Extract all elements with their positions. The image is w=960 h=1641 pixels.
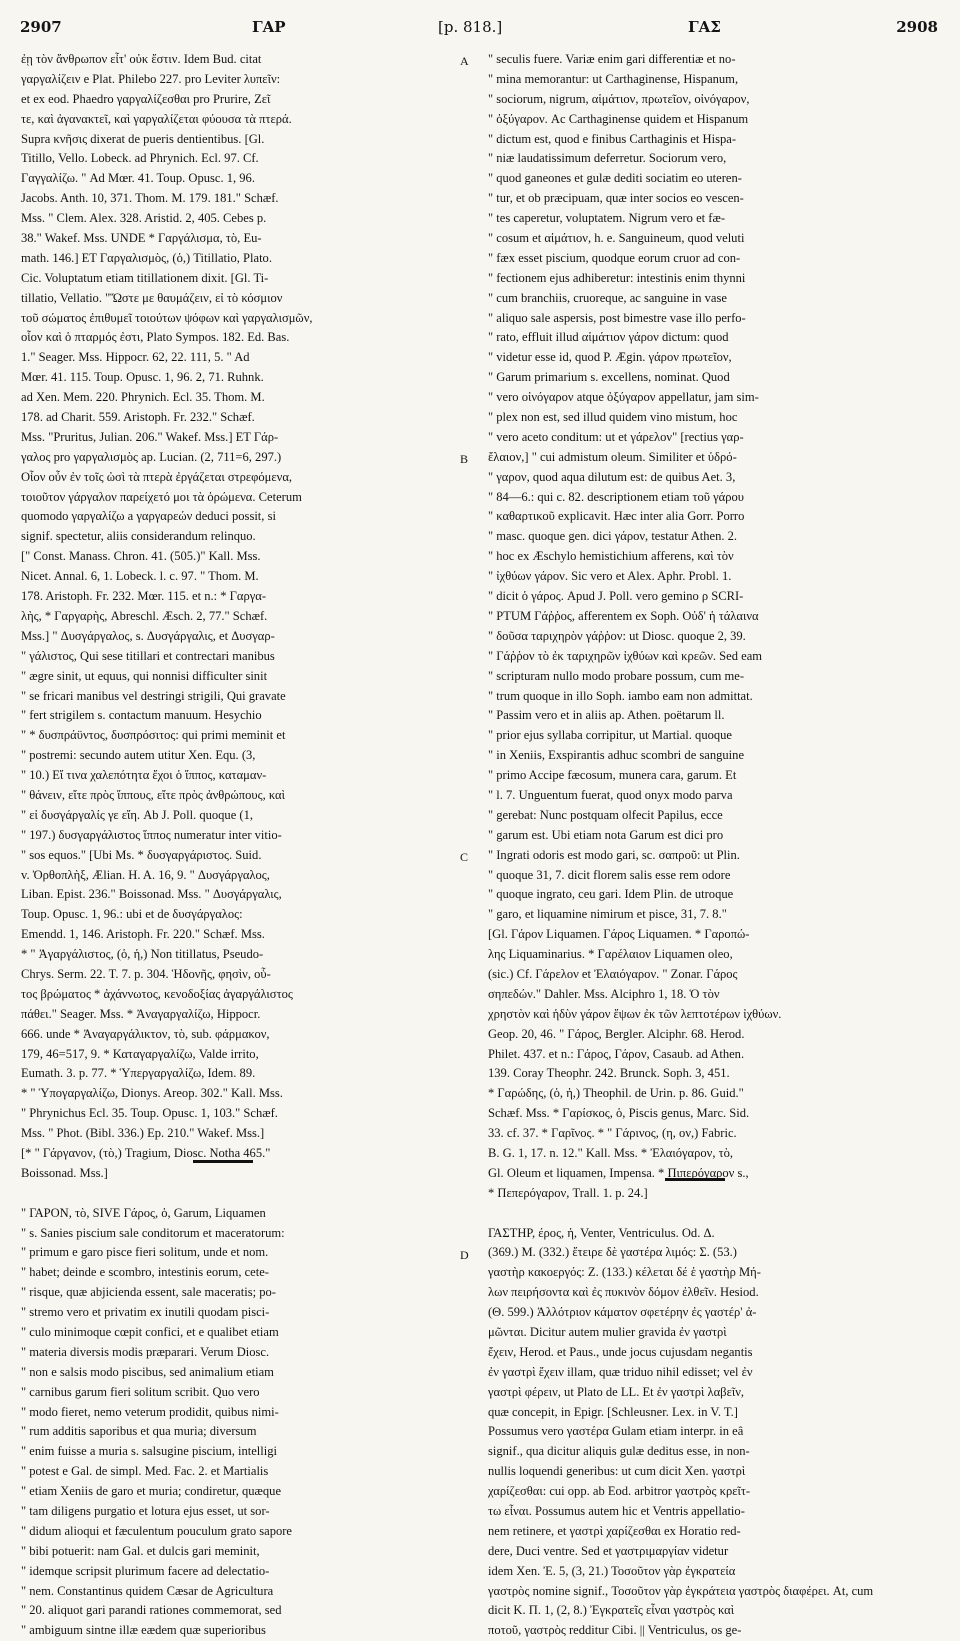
text-line: " quoque ingrato, ceu gari. Idem Plin. de utroque	[488, 887, 734, 902]
text-line: τοιοῦτον γάργαλον παρείχετό μοι τὰ ὁρώμενα. Ceterum	[21, 489, 302, 504]
text-line: Liban. Epist. 236." Boissonad. Mss. " Δυσγάργαλις,	[21, 887, 282, 902]
text-line: quæ concepit, in Epigr. [Schleusner. Lex. in V. T.]	[488, 1404, 738, 1419]
text-line	[21, 1184, 449, 1204]
text-line: " cum branchiis, cruoreque, ac sanguine in vase	[488, 290, 727, 305]
text-line: " 84—6.: qui c. 82. descriptionem etiam τοῦ γάρου	[488, 489, 744, 504]
text-line: ad Xen. Mem. 220. Phrynich. Ecl. 35. Thom. M.	[21, 390, 265, 405]
text-line: " ὀξύγαρον. Ac Carthaginense quidem et Hispanum	[488, 111, 749, 126]
text-line: " plex non est, sed illud quidem vino mistum, hoc	[488, 410, 738, 425]
text-line: (Θ. 599.) Ἀλλότριον κάματον σφετέρην ἐς γαστέρ' ἀ-	[488, 1305, 757, 1320]
text-line: " fert strigilem s. contactum manuum. Hesychio	[21, 708, 262, 723]
text-line: τοῦ σώματος ἐπιθυμεῖ τοιούτων ψόφων καὶ γαργαλισμῶν,	[21, 310, 313, 325]
text-line: " postremi: secundo autem utitur Xen. Equ. (3,	[21, 748, 256, 763]
text-line: " sociorum, nigrum, αἱμάτιον, πρωτεῖον, οἰνόγαρον,	[488, 91, 750, 106]
text-line	[488, 1204, 916, 1224]
text-line: " Phrynichus Ecl. 35. Toup. Opusc. 1, 103." Schæf.	[21, 1106, 278, 1121]
text-line: " videtur esse id, quod P. Ægin. γάρον πρωτεῖον,	[488, 350, 732, 365]
text-line: nem retinere, et γαστρὶ χαρίζεσθαι ex Horatio red-	[488, 1523, 741, 1538]
text-line: " vero οἰνόγαρον atque ὀξύγαρον appellatur, jam sim-	[488, 390, 759, 405]
text-line: " cosum et αἱμάτιον, h. e. Sanguineum, quod veluti	[488, 231, 745, 246]
text-line: " l. 7. Unguentum fuerat, quod onyx modo parva	[488, 787, 733, 802]
text-line: " prior ejus syllaba corripitur, ut Martial. quoque	[488, 728, 732, 743]
text-line: " hoc ex Æschylo hemistichium afferens, καὶ τὸν	[488, 549, 734, 564]
right-headword: ΓΑΣ	[688, 18, 721, 36]
text-line: Chrys. Serm. 22. T. 7. p. 304. Ἡδονῆς, φησὶν, οὗ-	[21, 966, 271, 981]
text-line: v. Ὀρθοπλὴξ, Ælian. H. A. 16, 9. " Δυσγάργαλος,	[21, 867, 270, 882]
text-line: 1." Seager. Mss. Hippocr. 62, 22. 111, 5. " Ad	[21, 350, 250, 365]
text-line: " εἰ δυσγάργαλίς γε εἴη. Ab J. Poll. quoque (1,	[21, 807, 253, 822]
text-line: " tes caperetur, voluptatem. Nigrum vero et fæ-	[488, 211, 726, 226]
text-line: ἔλαιον,] " cui admistum oleum. Similiter et ὑδρό-	[488, 449, 737, 464]
text-line: " enim fuisse a muria s. salsugine piscium, intelligi	[21, 1444, 278, 1459]
text-line: Mœr. 41. 115. Toup. Opusc. 1, 96. 2, 71. Ruhnk.	[21, 370, 264, 385]
text-line: ποτοῦ, γαστρὸς redditur Cibi. || Ventriculus, os ge-	[488, 1623, 742, 1638]
text-line: " modo fieret, nemo veterum prodidit, quibus nimi-	[21, 1404, 279, 1419]
left-headword: ΓΑΡ	[252, 18, 286, 36]
text-line: " quod ganeones et gulæ dediti sociatim eo uteren-	[488, 171, 742, 186]
text-line: signif., qua dicitur aliquis gulæ deditus esse, in non-	[488, 1444, 750, 1459]
text-line: σηπεδών." Dahler. Mss. Alciphro 1, 18. Ὁ τὸν	[488, 986, 720, 1001]
text-line: ἔχειν, Herod. et Paus., unde jocus cujusdam negantis	[488, 1344, 753, 1359]
left-text-column	[21, 50, 449, 1641]
text-line: Geop. 20, 46. " Γάρος, Bergler. Alciphr. 68. Herod.	[488, 1026, 745, 1041]
text-line: Boissonad. Mss.]	[21, 1165, 108, 1180]
text-line: " potest e Gal. de simpl. Med. Fac. 2. et Martialis	[21, 1464, 269, 1479]
text-line: " masc. quoque gen. dici γάρον, testatur Athen. 2.	[488, 529, 738, 544]
text-line: " garo, et liquamine nimirum et pisce, 31, 7. 8."	[488, 907, 727, 922]
text-line: " fectionem ejus adhiberetur: intestinis enim thynni	[488, 270, 746, 285]
text-line: quomodo γαργαλίζω a γαργαρεών deduci possit, si	[21, 509, 276, 524]
text-line: χαρίζεσθαι: cui opp. ab Eod. arbitror γαστρὸς κρεῖτ-	[488, 1484, 751, 1499]
margin-letter-a: A	[460, 54, 469, 68]
text-line: 33. cf. 37. * Γαρῖνος. * " Γάρινος, (η, ον,) Fabric.	[488, 1126, 737, 1141]
text-line: " tur, et ob præcipuam, quæ inter socios eo vescen-	[488, 191, 744, 206]
text-line: Supra κνῆσις dixerat de pueris dentientibus. [Gl.	[21, 131, 265, 146]
text-line: " Garum primarium s. excellens, nominat. Quod	[488, 370, 730, 385]
text-line: γαστὴρ κακοεργός: Ζ. (133.) κέλεται δέ ἑ γαστὴρ Μή-	[488, 1265, 761, 1280]
text-line: math. 146.] ET Γαργαλισμὸς, (ὁ,) Titillatio, Plato.	[21, 250, 272, 265]
right-text-column	[488, 50, 916, 1641]
text-line: " 197.) δυσγαργάλιστος ἵππος numeratur inter vitio-	[21, 827, 282, 842]
text-line: (sic.) Cf. Γάρελον et Ἐλαιόγαρον. " Zonar. Γάρος	[488, 966, 738, 981]
text-line: " Passim vero et in aliis ap. Athen. poëtarum ll.	[488, 708, 725, 723]
text-line: Mss.] " Δυσγάργαλος, s. Δυσγάργαλις, et Δυσγαρ-	[21, 628, 275, 643]
text-line: " mina memorantur: ut Carthaginense, Hispanum,	[488, 71, 739, 86]
text-line: " dictum est, quod e finibus Carthaginis et Hispa-	[488, 131, 737, 146]
text-line: " γάλιστος, Qui sese titillari et contrectari manibus	[21, 648, 275, 663]
text-line: " ΓΑΡΟΝ, τὸ, SIVE Γάρος, ὁ, Garum, Liquamen	[21, 1205, 266, 1220]
text-line: ἐν γαστρὶ ἔχειν illam, quæ triduo nihil edisset; vel ἐν	[488, 1364, 753, 1379]
text-line: [* " Γάργανον, (τὸ,) Tragium, Diosc. Notha 465."	[21, 1145, 271, 1160]
text-line: " 10.) Εἴ τινα χαλεπότητα ἔχοι ὁ ἵππος, καταμαν-	[21, 768, 267, 783]
text-line: " aliquo sale aspersis, post bimestre vase illo perfo-	[488, 310, 746, 325]
text-line: " bibi potuerit: nam Gal. et dulcis gari meminit,	[21, 1543, 260, 1558]
text-line: " rum additis saporibus et qua muria; diversum	[21, 1424, 257, 1439]
text-line: γαστρὶ φέρειν, ut Plato de LL. Et ἐν γαστρὶ λαβεῖν,	[488, 1384, 745, 1399]
page-reference: [p. 818.]	[438, 18, 503, 36]
text-line: " culo minimoque cœpit confici, et e qualibet etiam	[21, 1325, 279, 1339]
text-line: Γαγγαλίζω. " Ad Mœr. 41. Toup. Opusc. 1, 96.	[21, 171, 255, 186]
text-line: Possumus vero γαστέρα Gulam etiam interpr. in eâ	[488, 1424, 744, 1439]
text-line: idem Xen. Ἐ. 5, (3, 21.) Τοσοῦτον γὰρ ἐγκρατεία	[488, 1563, 736, 1578]
text-line: " δοῦσα ταριχηρὸν γάῤῥον: ut Diosc. quoque 2, 39.	[488, 628, 746, 643]
text-line: " gerebat: Nunc postquam olfecit Papilus, ecce	[488, 807, 723, 822]
text-line: " carnibus garum fieri solitum scribit. Quo vero	[21, 1384, 260, 1399]
text-line: " dicit ὁ γάρος. Apud J. Poll. vero gemino ρ SCRI-	[488, 589, 744, 604]
text-line: " θάνειν, εἴτε πρὸς ἵππους, εἴτε πρὸς ἀνθρώπους, καὶ	[21, 787, 286, 802]
text-line: 179, 46=517, 9. * Καταγαργαλίζω, Valde irrito,	[21, 1046, 259, 1061]
text-line: γαλος pro γαργαλισμὸς ap. Lucian. (2, 711=6, 297.)	[21, 449, 282, 464]
text-line: dicit Κ. Π. 1, (2, 8.) Ἐγκρατεῖς εἶναι γαστρὸς καὶ	[488, 1603, 735, 1618]
page-header	[20, 8, 938, 42]
text-line: οἷον καὶ ὁ πταρμός ἐστι, Plato Sympos. 182. Ed. Bas.	[21, 330, 290, 345]
text-line: " stremo vero et privatim ex inutili quodam pisci-	[21, 1305, 270, 1320]
text-line: Gl. Oleum et liquamen, Impensa. * Πιπερόγαρον s.,	[488, 1165, 749, 1180]
text-line: [Gl. Γάρον Liquamen. Γάρος Liquamen. * Γαροπώ-	[488, 927, 750, 942]
text-line: " habet; deinde e scombro, intestinis eorum, cete-	[21, 1265, 269, 1280]
text-line: τε, καὶ ἀγανακτεῖ, καὶ γαργαλίζεται φύουσα τὰ πτερά.	[21, 111, 292, 126]
text-line: " ἰχθύων γάρον. Sic vero et Alex. Aphr. Probl. 1.	[488, 569, 732, 584]
text-line: " ægre sinit, ut equus, qui nonnisi difficulter sinit	[21, 668, 268, 683]
text-line: dere, Duci ventre. Sed et γαστριμαργίαν videtur	[488, 1543, 729, 1558]
text-line: λων πειρήσοντα καὶ ἐς πυκινὸν δόμον ἐλθεῖν. Hesiod.	[488, 1285, 759, 1300]
text-line: " γαρον, quod aqua dilutum est: de quibus Aet. 3,	[488, 469, 736, 484]
text-line: Eumath. 3. p. 77. * Ὑπεργαργαλίζω, Idem. 89.	[21, 1066, 256, 1081]
text-line: Emendd. 1, 146. Aristoph. Fr. 220." Schæf. Mss.	[21, 927, 265, 942]
text-line: χρηστὸν καὶ ἡδὺν γάρον ἕψων ἐκ τῶν λεπτοτέρων ἰχθύων.	[488, 1006, 782, 1021]
text-line: γαστρὸς nomine signif., Τοσοῦτον γὰρ ἐγκράτεια γαστρὸς διαφέρει. At, cum	[488, 1583, 874, 1598]
text-line: Nicet. Annal. 6, 1. Lobeck. l. c. 97. " Thom. M.	[21, 569, 259, 584]
text-line: " ambiguum sintne illæ eædem quæ superioribus	[21, 1623, 266, 1638]
text-line: " primum e garo pisce fieri solitum, unde et nom.	[21, 1245, 269, 1260]
text-line: " garum est. Ubi etiam nota Garum est dici pro	[488, 827, 724, 842]
text-line: Philet. 437. et n.: Γάρος, Γάρον, Casaub. ad Athen.	[488, 1046, 745, 1061]
text-line: Titillo, Vello. Lobeck. ad Phrynich. Ecl. 97. Cf.	[21, 151, 259, 166]
margin-letter-c: C	[460, 850, 469, 864]
text-line: " tam diligens purgatio et lotura ejus esset, ut sor-	[21, 1504, 270, 1519]
margin-letter-b: B	[460, 452, 469, 466]
text-line: " nem. Constantinus quidem Cæsar de Agricultura	[21, 1583, 274, 1598]
text-line: (369.) M. (332.) ἔτειρε δὲ γαστέρα λιμός: Σ. (53.)	[488, 1245, 737, 1260]
text-line: * Πεπερόγαρον, Trall. 1. p. 24.]	[488, 1185, 648, 1200]
text-line: " PTUM Γάῤῥος, afferentem ex Soph. Οὐδ' ἡ τάλαινα	[488, 608, 759, 623]
text-line: " risque, quæ abjicienda essent, sale maceratis; po-	[21, 1285, 276, 1300]
text-line: " non e salsis modo piscibus, sed animalium etiam	[21, 1364, 274, 1379]
text-line: ΓΑΣΤΗΡ, έρος, ἡ, Venter, Ventriculus. Od. Δ.	[488, 1225, 715, 1240]
text-line: et ex eod. Phaedro γαργαλίζεσθαι pro Prurire, Ζεῖ	[21, 91, 271, 106]
text-line: πάθει." Seager. Mss. * Ἀναγαργαλίζω, Hippocr.	[21, 1006, 261, 1021]
text-line: * " Ἀγαργάλιστος, (ὁ, ἡ,) Non titillatus, Pseudo-	[21, 947, 264, 962]
text-line: " etiam Xeniis de garo et muria; condiretur, quæque	[21, 1484, 282, 1499]
text-line: " se fricari manibus vel destringi strigili, Qui gravate	[21, 688, 286, 703]
text-line: γαργαλίζειν e Plat. Philebo 227. pro Leviter λυπεῖν:	[21, 71, 281, 86]
text-line: 38." Wakef. Mss. UNDE * Γαργάλισμα, τὸ, Eu-	[21, 231, 262, 246]
text-line: 178. Aristoph. Fr. 232. Mœr. 115. et n.: * Γαργα-	[21, 589, 267, 604]
text-line: " in Xeniis, Exspirantis adhuc scombri de sanguine	[488, 748, 745, 763]
text-line: * " Ὑπογαργαλίζω, Dionys. Areop. 302." Kall. Mss.	[21, 1086, 283, 1101]
text-line: " seculis fuere. Variæ enim gari differentiæ et no-	[488, 52, 736, 66]
text-line: * Γαρώδης, (ὁ, ἡ,) Theophil. de Urin. p. 86. Guid."	[488, 1086, 744, 1101]
text-line: " Γάῤῥον τὸ ἐκ ταριχηρῶν ἰχθύων καὶ κρεῶν. Sed eam	[488, 648, 763, 663]
text-line: 178. ad Charit. 559. Aristoph. Fr. 232." Schæf.	[21, 410, 255, 425]
text-line: Schæf. Mss. * Γαρίσκος, ὁ, Piscis genus, Marc. Sid.	[488, 1106, 750, 1121]
text-line: " quoque 31, 7. dicit florem salis esse rem odore	[488, 867, 731, 882]
text-line: tillatio, Vellatio. "Ὥστε με θαυμάζειν, εἰ τὸ κόσμιον	[21, 290, 283, 305]
text-line: " scripturam nullo modo probare possum, cum me-	[488, 668, 745, 683]
text-line: " materia diversis modis præparari. Verum Diosc.	[21, 1344, 270, 1359]
text-line: Mss. " Clem. Alex. 328. Aristid. 2, 405. Cebes p.	[21, 211, 267, 226]
text-line: ἐῃ τὸν ἄνθρωπον εἶτ' οὐκ ἔστιν. Idem Bud. citat	[21, 52, 262, 66]
text-line: " 20. aliquot gari parandi rationes commemorat, sed	[21, 1603, 282, 1618]
text-line: " niæ laudatissimum deferretur. Sociorum vero,	[488, 151, 727, 166]
text-line: " rato, effluit illud αἱμάτιον γάρον dictum: quod	[488, 330, 729, 345]
text-line: B. G. 1, 17. n. 12." Kall. Mss. * Ἐλαιόγαρον, τὸ,	[488, 1145, 734, 1160]
text-line: " καθαρτικοῦ explicavit. Hæc inter alia Gorr. Porro	[488, 509, 745, 524]
text-line: [" Const. Manass. Chron. 41. (505.)" Kall. Mss.	[21, 549, 261, 564]
text-line: " Ingrati odoris est modo gari, sc. σαπροῦ: ut Plin.	[488, 847, 740, 862]
text-line: signif. spectetur, aliis considerandum relinquo.	[21, 529, 256, 544]
text-line: nullis loquendi generibus: ut cum dicit Xen. γαστρὶ	[488, 1464, 746, 1479]
right-column-number: 2908	[896, 18, 938, 36]
text-line: μῶνται. Dicitur autem mulier gravida ἐν γαστρὶ	[488, 1325, 727, 1339]
text-line: " trum quoque in illo Soph. iambo eam non admittat.	[488, 688, 753, 703]
text-line: " didum alioqui et fæculentum pouculum grato sapore	[21, 1523, 292, 1538]
margin-letter-d: D	[460, 1248, 469, 1262]
text-line: " s. Sanies piscium sale conditorum et maceratorum:	[21, 1225, 285, 1240]
text-line: " fæx esset piscium, quodque eorum cruor ad con-	[488, 250, 741, 265]
left-column-number: 2907	[20, 18, 62, 36]
text-line: λὴς, * Γαργαρὴς, Abreschl. Æsch. 2, 77." Schæf.	[21, 608, 268, 623]
text-line: Cic. Voluptatum etiam titillationem dixit. [Gl. Ti-	[21, 270, 269, 285]
text-line: " * δυσπράϋντος, δυσπρόσιτος: qui primi meminit et	[21, 728, 286, 743]
text-line: Jacobs. Anth. 10, 371. Thom. M. 179. 181." Schæf.	[21, 191, 279, 206]
text-line: λης Liquaminarius. * Γαρέλαιον Liquamen oleo,	[488, 947, 733, 962]
text-line: 139. Coray Theophr. 242. Brunck. Soph. 3, 451.	[488, 1066, 730, 1081]
text-line: " vero aceto conditum: ut et γάρελον" [rectius γαρ-	[488, 429, 744, 444]
text-line: " sos equos." [Ubi Ms. * δυσγαργάριστος. Suid.	[21, 847, 262, 862]
text-line: τος βρώματος * ἀχάννωτος, κενοδοξίας ἀγαργάλιστος	[21, 986, 293, 1001]
text-line: τω εἶναι. Possumus autem hic et Ventris appellatio-	[488, 1504, 745, 1519]
text-line: 666. unde * Ἀναγαργάλικτον, τὸ, sub. φάρμακον,	[21, 1026, 270, 1041]
text-line: Mss. "Pruritus, Julian. 206." Wakef. Mss.] ET Γάρ-	[21, 429, 279, 444]
text-line: Toup. Opusc. 1, 96.: ubi et de δυσγάργαλος:	[21, 907, 243, 922]
text-line: Mss. " Phot. (Bibl. 336.) Ep. 210." Wakef. Mss.]	[21, 1126, 265, 1141]
text-line: " primo Accipe fæcosum, munera cara, garum. Et	[488, 768, 737, 783]
text-line: " idemque scripsit plurimum facere ad delectatio-	[21, 1563, 270, 1578]
text-line: Οἷον οὖν ἐν τοῖς ὠσὶ τὰ πτερὰ ἐργάζεται στρεφόμενα,	[21, 469, 293, 484]
